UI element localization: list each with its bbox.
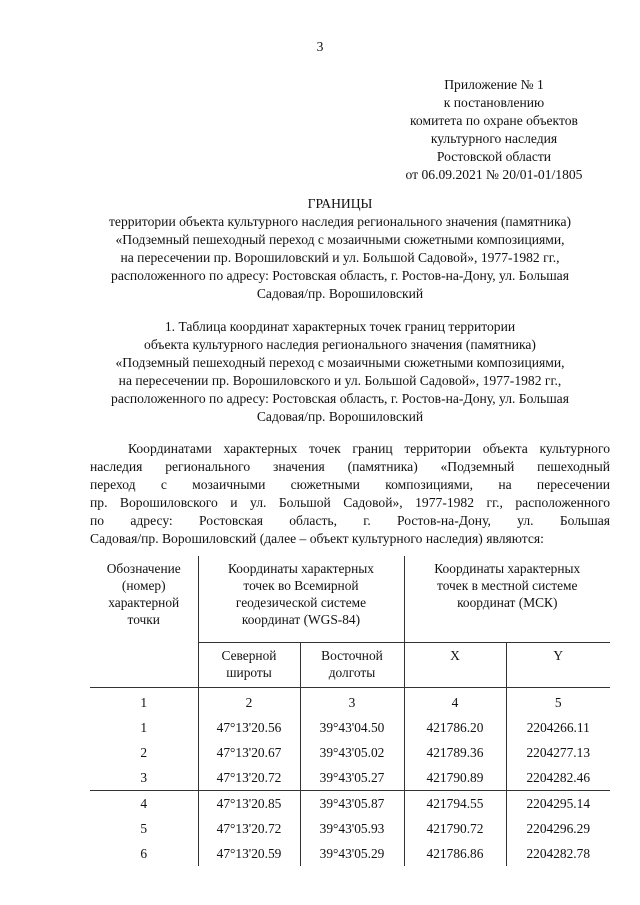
table-row (90, 816, 610, 841)
title-line: расположенного по адресу: Ростовская область, г. Ростов-на-Дону, ул. Большая (111, 268, 569, 283)
body-paragraph (90, 440, 610, 548)
table-title-line: 1. Таблица координат характерных точек границ территории (164, 319, 516, 334)
column-number: 3 (300, 688, 404, 716)
header-text: точек в местной системе (437, 578, 578, 593)
msk-y: 2204277.13 (506, 740, 610, 765)
msk-x: 421790.72 (404, 816, 506, 841)
header-text: Восточной (321, 648, 383, 663)
east-longitude: 39°43'05.93 (300, 816, 404, 841)
table-row (90, 841, 610, 866)
north-latitude: 47°13'20.56 (198, 715, 300, 740)
msk-y: 2204266.11 (506, 715, 610, 740)
point-number: 6 (140, 846, 148, 861)
point-number: 5 (140, 821, 148, 836)
table-row (90, 715, 610, 740)
header-text: долготы (328, 665, 376, 680)
paragraph-line: пр. Ворошиловского и ул. Большой Садовой», 1977-1982 гг., расположенного (90, 495, 610, 510)
table-row (90, 765, 610, 791)
header-text: Y (553, 648, 564, 663)
column-number-row (90, 688, 610, 716)
title-line: на пересечении пр. Ворошиловский и ул. Большой Садовой», 1977-1982 гг., (120, 250, 560, 265)
appendix-header (384, 76, 604, 184)
msk-y: 2204282.46 (506, 765, 610, 791)
paragraph-line: наследия регионального значения (памятника) «Подземный пешеходный (90, 459, 610, 474)
msk-y: 2204295.14 (506, 791, 610, 817)
appendix-line: культурного наследия (430, 131, 558, 146)
header-text: геодезической системе (235, 595, 367, 610)
point-number: 4 (140, 796, 148, 811)
paragraph-line: по адресу: Ростовская область, г. Ростов-на-Дону, ул. Большая (90, 513, 610, 528)
header-text: широты (226, 665, 272, 680)
header-point-cell (90, 556, 198, 688)
document-title (70, 195, 610, 303)
header-text: Обозначение (106, 561, 181, 576)
table-title-line: объекта культурного наследия регионального значения (памятника) (144, 337, 536, 352)
paragraph-line: Садовая/пр. Ворошиловский (далее – объект культурного наследия) являются: (90, 531, 544, 546)
east-longitude: 39°43'04.50 (300, 715, 404, 740)
header-wgs-cell (198, 556, 404, 643)
subheader-east (300, 643, 404, 688)
north-latitude: 47°13'20.59 (198, 841, 300, 866)
east-longitude: 39°43'05.02 (300, 740, 404, 765)
north-latitude: 47°13'20.85 (198, 791, 300, 817)
msk-y: 2204282.78 (506, 841, 610, 866)
point-number: 2 (140, 745, 148, 760)
subheader-y (506, 643, 610, 688)
subheader-x (404, 643, 506, 688)
title-line: территории объекта культурного наследия регионального значения (памятника) (108, 214, 572, 229)
north-latitude: 47°13'20.72 (198, 816, 300, 841)
north-latitude: 47°13'20.72 (198, 765, 300, 791)
title-line: Садовая/пр. Ворошиловский (256, 286, 424, 301)
table-title (70, 318, 610, 426)
msk-x: 421786.86 (404, 841, 506, 866)
msk-x: 421789.36 (404, 740, 506, 765)
header-text: точки (127, 612, 160, 627)
east-longitude: 39°43'05.27 (300, 765, 404, 791)
header-text: Координаты характерных (228, 561, 374, 576)
north-latitude: 47°13'20.67 (198, 740, 300, 765)
east-longitude: 39°43'05.29 (300, 841, 404, 866)
column-number: 5 (506, 688, 610, 716)
header-text: Координаты характерных (434, 561, 581, 576)
table-title-line: на пересечении пр. Ворошиловского и ул. Большой Садовой», 1977-1982 гг., (118, 373, 562, 388)
column-number: 1 (140, 695, 148, 710)
appendix-line: Приложение № 1 (444, 77, 544, 92)
title-heading: ГРАНИЦЫ (307, 196, 373, 211)
header-text: координат (МСК) (457, 595, 558, 610)
page-number: 3 (316, 39, 324, 54)
column-number: 4 (404, 688, 506, 716)
header-text: координат (WGS-84) (241, 612, 361, 627)
point-number: 1 (140, 720, 148, 735)
appendix-line: к постановлению (443, 95, 545, 110)
east-longitude: 39°43'05.87 (300, 791, 404, 817)
header-text: точек во Всемирной (243, 578, 359, 593)
header-text: X (450, 648, 460, 663)
msk-y: 2204296.29 (506, 816, 610, 841)
table-title-line: расположенного по адресу: Ростовская область, г. Ростов-на-Дону, ул. Большая (111, 391, 569, 406)
paragraph-line: Координатами характерных точек границ территории объекта культурного (128, 441, 610, 456)
msk-x: 421786.20 (404, 715, 506, 740)
msk-x: 421790.89 (404, 765, 506, 791)
appendix-line: комитета по охране объектов (410, 113, 578, 128)
appendix-line: от 06.09.2021 № 20/01-01/1805 (405, 167, 583, 182)
appendix-line: Ростовской области (436, 149, 552, 164)
title-line: «Подземный пешеходный переход с мозаичными сюжетными композициями, (115, 232, 565, 247)
point-number: 3 (140, 770, 148, 785)
table-row (90, 791, 610, 817)
table-title-line: Садовая/пр. Ворошиловский (256, 409, 424, 424)
header-text: характерной (108, 595, 180, 610)
table-header-row (90, 556, 610, 643)
header-text: Северной (221, 648, 277, 663)
msk-x: 421794.55 (404, 791, 506, 817)
table-title-line: «Подземный пешеходный переход с мозаичными сюжетными композициями, (115, 355, 565, 370)
coordinates-table (90, 556, 610, 866)
column-number: 2 (198, 688, 300, 716)
header-msk-cell (404, 556, 610, 643)
paragraph-line: переход с мозаичными сюжетными композициями, на пересечении (90, 477, 610, 492)
table-row (90, 740, 610, 765)
header-text: (номер) (121, 578, 166, 593)
subheader-north (198, 643, 300, 688)
